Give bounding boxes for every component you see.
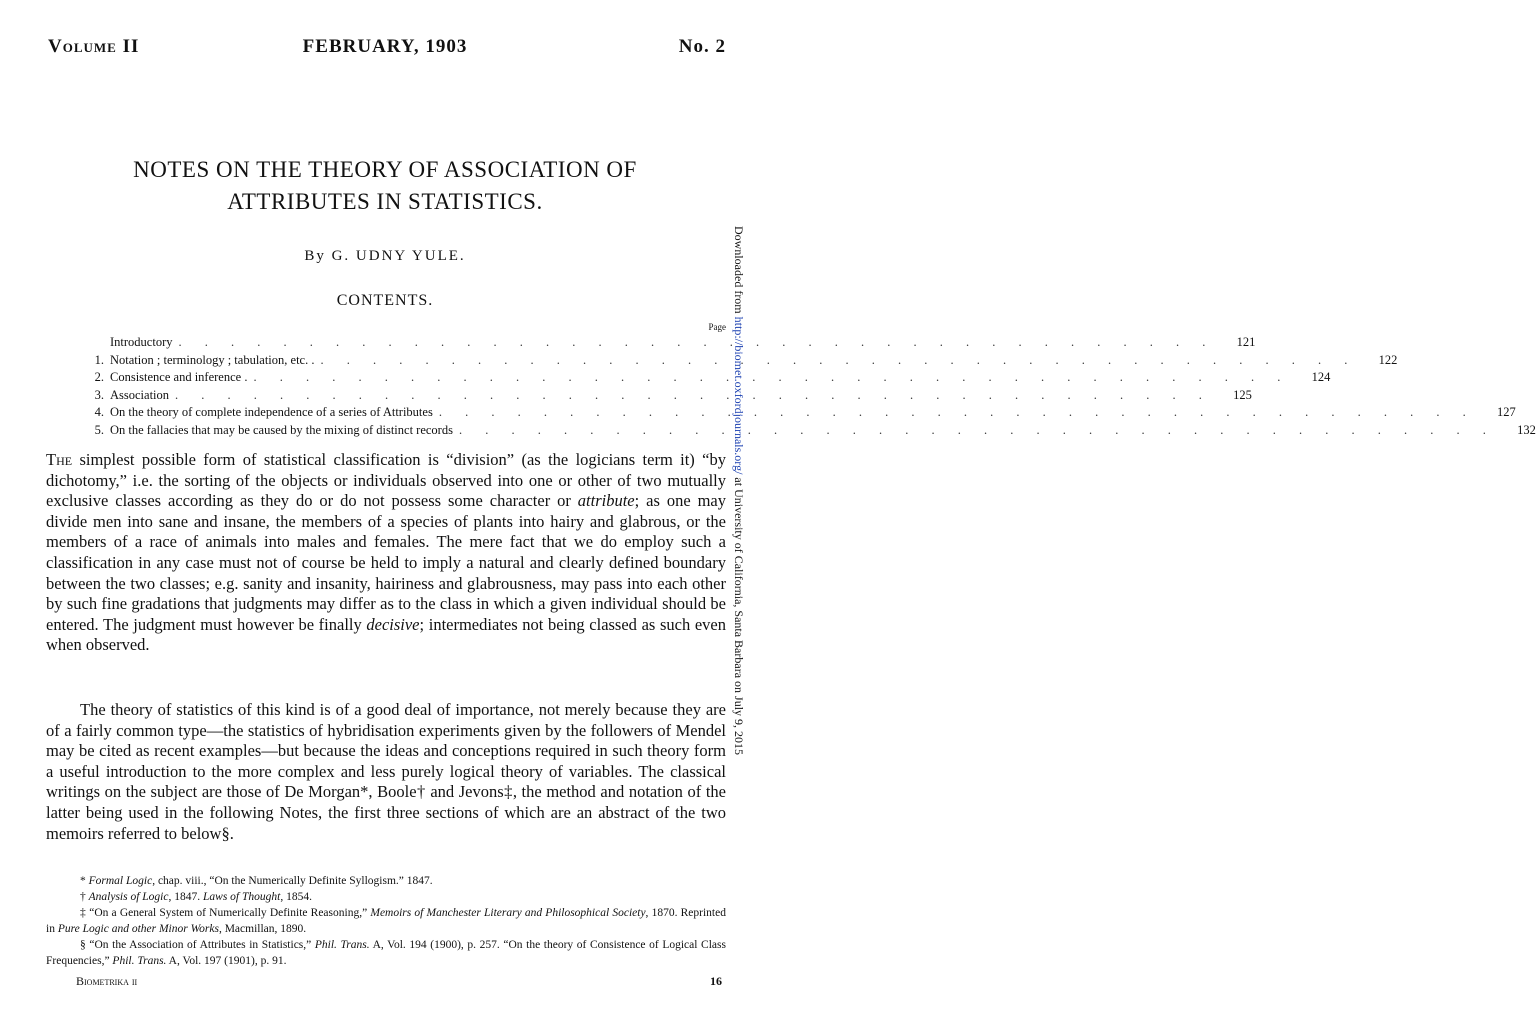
toc-entry-number: 5. — [94, 422, 104, 437]
toc-leader-dots: . . . . . . . . . . . . . . . . . . . . . . . . . . . . . . . . . . . . . . . . — [253, 370, 1291, 384]
toc-entry-page: 125 — [1233, 387, 1252, 402]
paragraph-text: ; intermediates not being classed as such even when observed. — [46, 614, 726, 655]
toc-entry-page: 121 — [1236, 335, 1256, 349]
footnote-title: Phil. Trans. — [314, 939, 370, 951]
issue-date: FEBRUARY, 1903 — [302, 36, 468, 57]
toc-entry-number: 4. — [94, 405, 104, 419]
toc-entry[interactable] — [76, 352, 1398, 370]
footnote-title: Formal Logic — [88, 875, 153, 887]
toc-entry-page: 127 — [1496, 405, 1516, 419]
toc-entry[interactable] — [76, 404, 1516, 422]
emphasis-text: attribute — [577, 491, 635, 511]
footnote-mark: † — [80, 891, 89, 903]
title-line-1: NOTES ON THE THEORY OF ASSOCIATION OF — [133, 157, 637, 182]
footnote-text: ‡ “On a General System of Numerically Definite Reasoning,” — [80, 907, 371, 919]
toc-leader-dots: . . . . . . . . . . . . . . . . . . . . . . . . . . . . . . . . . . . . . . . . — [178, 335, 1216, 349]
toc-entry-title: Association — [110, 387, 170, 402]
paragraph-text: ; as one may divide men into sane and insane, the members of a species of plants into hairy and glabrous, or the members of a race of animals into males and females. The mere fact that we do employ such a classification in any case must not of course be held to imply a natural and clearly defined boundary between the two classes; e.g. sanity and insanity, hairiness and glabrousness, may pass into each other by such fine gradations that judgments may differ as to the class in which a given individual should be entered. The judgment must however be finally — [46, 491, 726, 634]
footnote-text: , chap. viii., “On the Numerically Definite Syllogism.” 1847. — [152, 875, 433, 887]
footnote-text: A, Vol. 194 (1900), p. 257. “On the theory of Consistence of Logical Class Frequencies,” — [46, 939, 726, 967]
toc-entry[interactable] — [76, 369, 1331, 387]
journal-footer: Biometrika ii — [76, 974, 138, 988]
footnote-title: Laws of Thought — [203, 891, 281, 903]
footnote-text: , 1870. Reprinted in — [46, 907, 726, 935]
footnote-mark: * — [80, 875, 89, 887]
footnote-2 — [46, 890, 726, 906]
toc-entry-title: On the theory of complete independence of a series of Attributes — [110, 405, 433, 419]
paragraph-lead-word: The — [46, 450, 73, 469]
emphasis-text: decisive — [366, 614, 420, 634]
body-paragraph-2: The theory of statistics of this kind is of a good deal of importance, not merely because they are of a fairly common type—the statistics of hybridisation experiments given by the followers of Mendel may be cited as recent examples—but because the ideas and conceptions required in such theory form a useful introduction to the more complex and less purely logical theory of variables. The classical writings on the subject are those of De Morgan*, Boole† and Jevons‡, the method and notation of the latter being used in the following Notes, the first three sections of which are an abstract of the two memoirs referred to below§. — [46, 700, 726, 843]
footnote-title: Analysis of Logic — [88, 891, 169, 903]
toc-leader-dots: . . . . . . . . . . . . . . . . . . . . . . . . . . . . . . . . . . . . . . . . — [438, 405, 1476, 419]
footnote-3 — [46, 906, 726, 937]
volume-label: Volume II — [48, 36, 140, 57]
journal-link[interactable]: http://biomet.oxfordjournals.org/ — [732, 316, 746, 475]
toc-entry-number: 2. — [94, 370, 104, 384]
footnote-4 — [46, 938, 726, 969]
toc-entry-page: 122 — [1378, 352, 1398, 367]
toc-entry[interactable] — [76, 422, 1536, 440]
paragraph-text: simplest possible form of statistical classification is “division” (as the logicians term it) “by dichotomy,” i.e. the sorting of the objects or individuals observed into one or other of two mutually exclusive classes according as they do or do not possess some character or — [46, 450, 726, 511]
footnote-1 — [46, 874, 726, 890]
footnote-title: Phil. Trans. — [112, 954, 167, 967]
footnote-text: A, Vol. 197 (1901), p. 91. — [166, 954, 287, 967]
footnote-title: Pure Logic and other Minor Works — [57, 922, 219, 935]
footnote-text: , 1847. — [168, 891, 203, 903]
footnote-text: , Macmillan, 1890. — [218, 922, 307, 935]
footnote-text: , 1854. — [280, 891, 312, 903]
toc-entry[interactable] — [76, 387, 1252, 405]
footnote-title: Memoirs of Manchester Literary and Philosophical Society — [370, 907, 646, 919]
toc-entry-page: 124 — [1311, 370, 1331, 384]
page-number: 16 — [710, 974, 722, 988]
footnote-text: § “On the Association of Attributes in Statistics,” — [80, 939, 315, 951]
toc-entry-title: Introductory — [110, 335, 173, 349]
issue-number: No. 2 — [678, 36, 726, 57]
toc-leader-dots: . . . . . . . . . . . . . . . . . . . . . . . . . . . . . . . . . . . . . . . . — [175, 387, 1212, 402]
article-title — [60, 154, 710, 218]
download-notice-prefix: Downloaded from — [732, 226, 746, 317]
toc-entry-title: On the fallacies that may be caused by the mixing of distinct records — [110, 422, 453, 437]
body-paragraph-1 — [46, 450, 726, 656]
download-notice — [731, 226, 746, 786]
toc-entry-number: 3. — [94, 387, 104, 402]
author-byline: By G. UDNY YULE. — [304, 248, 466, 264]
toc-page-column-label: Page — [708, 322, 726, 332]
toc-entry-title: Consistence and inference . — [110, 370, 248, 384]
toc-entry-title: Notation ; terminology ; tabulation, etc. . — [110, 352, 315, 367]
title-line-2: ATTRIBUTES IN STATISTICS. — [227, 189, 543, 214]
toc-leader-dots: . . . . . . . . . . . . . . . . . . . . . . . . . . . . . . . . . . . . . . . . — [458, 422, 1496, 437]
toc-leader-dots: . . . . . . . . . . . . . . . . . . . . . . . . . . . . . . . . . . . . . . . . — [320, 352, 1358, 367]
toc-entry-page: 132 — [1517, 422, 1536, 437]
toc-entry[interactable] — [76, 334, 1256, 352]
download-notice-suffix: at University of California, Santa Barbara on July 9, 2015 — [732, 474, 746, 756]
contents-heading: CONTENTS. — [336, 292, 434, 309]
toc-entry-number: 1. — [94, 352, 104, 367]
